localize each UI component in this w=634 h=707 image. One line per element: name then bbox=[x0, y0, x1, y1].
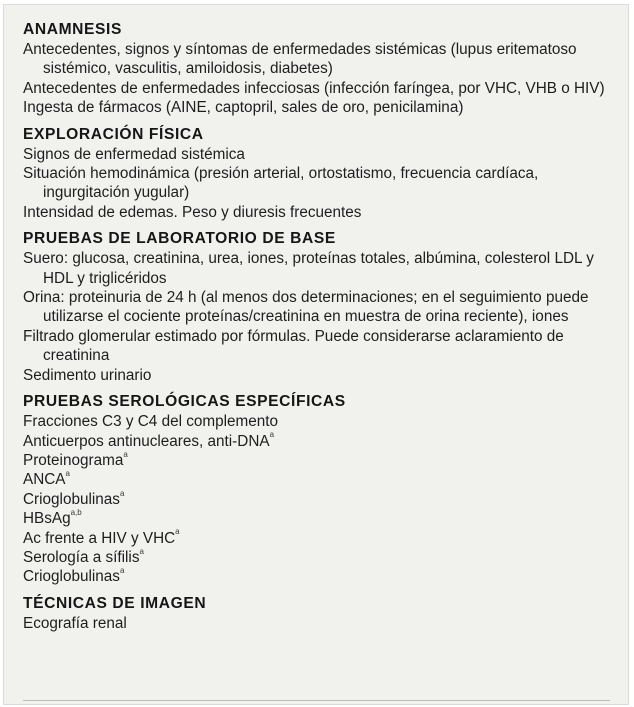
footnote-marker: a bbox=[139, 546, 144, 556]
section-pruebas-laboratorio bbox=[23, 229, 613, 385]
list-item bbox=[23, 412, 613, 431]
list-item bbox=[23, 548, 613, 567]
item-text: ANCA bbox=[23, 471, 66, 489]
item-text: Serología a sífilis bbox=[23, 548, 140, 566]
section-pruebas-serologicas bbox=[23, 392, 613, 587]
list-item bbox=[23, 432, 613, 451]
footnote-marker: a bbox=[269, 430, 275, 440]
section-heading: EXPLORACIÓN FÍSICA bbox=[23, 125, 204, 143]
footnote-marker: a bbox=[119, 488, 125, 498]
item-text: Suero: glucosa, creatinina, urea, iones, proteínas totales, albúmina, colesterol LDL y HDL y triglicéridos bbox=[23, 250, 594, 287]
list-item bbox=[23, 164, 613, 203]
list-item bbox=[23, 451, 613, 470]
item-text: Ecografía renal bbox=[23, 614, 127, 632]
section-heading: TÉCNICAS DE IMAGEN bbox=[23, 594, 207, 612]
list-item bbox=[23, 327, 613, 366]
item-text: Proteinograma bbox=[23, 451, 124, 469]
list-item bbox=[23, 288, 613, 327]
item-text: Ingesta de fármacos (AINE, captopril, sales de oro, penicilamina) bbox=[23, 99, 464, 117]
list-item bbox=[23, 470, 613, 489]
item-text: Antecedentes, signos y síntomas de enfermedades sistémicas (lupus eritematoso sistémico, vasculitis, amiloidosis, diabetes) bbox=[23, 41, 577, 78]
bottom-divider bbox=[23, 700, 610, 701]
list-item bbox=[23, 249, 613, 288]
item-text: HBsAg bbox=[23, 510, 71, 528]
list-item bbox=[23, 490, 613, 509]
list-item bbox=[23, 529, 613, 548]
list-item bbox=[23, 79, 613, 98]
item-text: Anticuerpos antinucleares, anti-DNA bbox=[23, 432, 270, 450]
item-text: Filtrado glomerular estimado por fórmulas. Puede considerarse aclaramiento de creatinina bbox=[23, 327, 564, 365]
table-content bbox=[23, 20, 613, 640]
footnote-marker: a bbox=[123, 449, 128, 459]
item-text: Sedimento urinario bbox=[23, 366, 152, 384]
table-box bbox=[3, 4, 629, 705]
list-item bbox=[23, 203, 613, 222]
item-text: Fracciones C3 y C4 del complemento bbox=[23, 413, 279, 431]
section-tecnicas-imagen bbox=[23, 594, 613, 633]
item-text: Ac frente a HIV y VHC bbox=[23, 529, 176, 547]
section-heading: PRUEBAS SEROLÓGICAS ESPECÍFICAS bbox=[23, 393, 346, 411]
section-exploracion-fisica bbox=[23, 125, 613, 223]
list-item bbox=[23, 366, 613, 385]
item-text: Intensidad de edemas. Peso y diuresis frecuentes bbox=[23, 203, 362, 221]
section-heading: ANAMNESIS bbox=[23, 21, 122, 38]
list-item bbox=[23, 145, 613, 164]
item-text: Orina: proteinuria de 24 h (al menos dos determinaciones; en el seguimiento puede utilizarse el cociente proteínas/creatinina en muestra de orina reciente), iones bbox=[23, 289, 589, 326]
list-item bbox=[23, 614, 613, 633]
item-text: Situación hemodinámica (presión arterial, ortostatismo, frecuencia cardíaca, ingurgitación yugular) bbox=[23, 165, 539, 202]
footnote-marker: a,b bbox=[70, 508, 82, 518]
item-text: Crioglobulinas bbox=[23, 568, 120, 586]
item-text: Signos de enfermedad sistémica bbox=[23, 145, 245, 163]
list-item bbox=[23, 98, 613, 117]
footnote-marker: a bbox=[119, 566, 125, 576]
list-item bbox=[23, 567, 613, 586]
section-anamnesis bbox=[23, 20, 613, 118]
list-item bbox=[23, 509, 613, 528]
footnote-marker: a bbox=[65, 469, 70, 479]
footnote-marker: a bbox=[175, 527, 180, 537]
list-item bbox=[23, 40, 613, 79]
item-text: Antecedentes de enfermedades infecciosas (infección faríngea, por VHC, VHB o HIV) bbox=[23, 79, 605, 97]
section-heading: PRUEBAS DE LABORATORIO DE BASE bbox=[23, 230, 336, 248]
item-text: Crioglobulinas bbox=[23, 490, 120, 508]
